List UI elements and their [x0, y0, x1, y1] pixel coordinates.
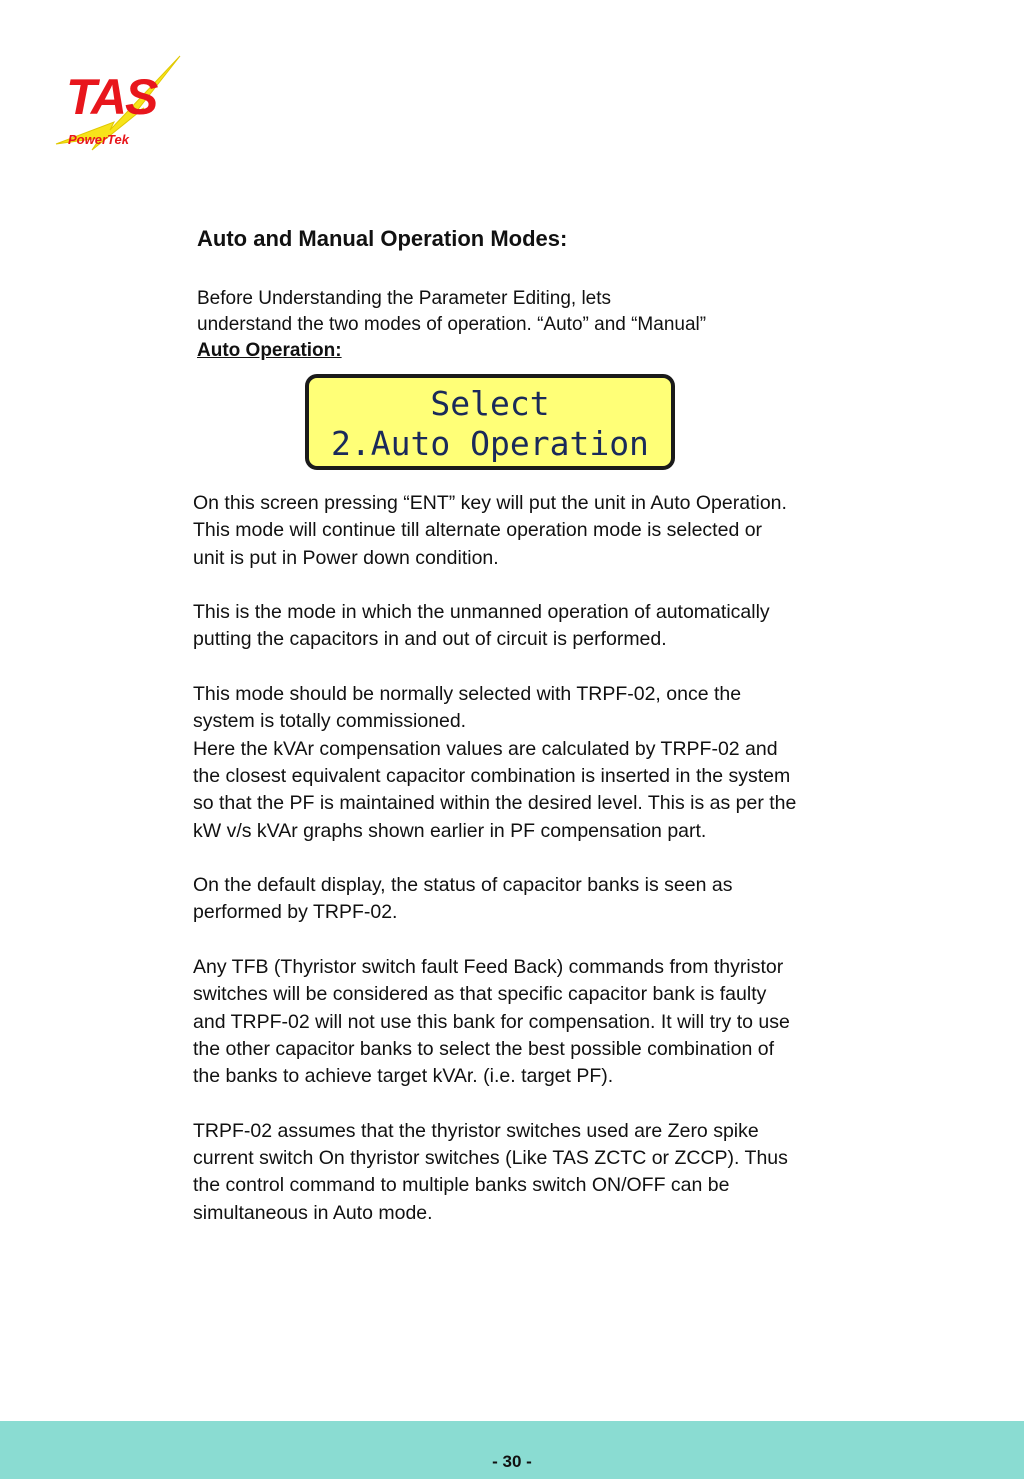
section-heading: Auto and Manual Operation Modes:: [197, 226, 568, 251]
text-line: This mode should be normally selected with TRPF-02, once the: [193, 683, 742, 706]
paragraph-normal-selection: [193, 681, 913, 845]
paragraph-ent-key: [193, 490, 913, 572]
text-line: so that the PF is maintained within the desired level. This is as per the: [193, 792, 797, 815]
lcd-display: [305, 374, 675, 470]
svg-text:TAS: TAS: [66, 69, 157, 125]
text-line: the closest equivalent capacitor combination is inserted in the system: [193, 764, 791, 787]
paragraph-default-display: [193, 872, 913, 927]
text-line: Any TFB (Thyristor switch fault Feed Back) commands from thyristor: [193, 956, 784, 979]
intro-text: [197, 286, 897, 338]
page-number: - 30 -: [492, 1452, 532, 1471]
text-line: This is the mode in which the unmanned operation of automatically: [193, 601, 770, 624]
text-line: performed by TRPF-02.: [193, 901, 398, 924]
text-line: Here the kVAr compensation values are calculated by TRPF-02 and: [193, 737, 778, 760]
body-text: [193, 490, 913, 1227]
text-line: system is totally commissioned.: [193, 710, 467, 733]
text-line: the other capacitor banks to select the best possible combination of: [193, 1037, 775, 1060]
company-logo: [52, 52, 192, 152]
tas-powertek-logo-graphic: [52, 52, 192, 152]
text-line: current switch On thyristor switches (Like TAS ZCTC or ZCCP). Thus: [193, 1147, 788, 1170]
paragraph-unmanned-mode: [193, 599, 913, 654]
text-line: TRPF-02 assumes that the thyristor switches used are Zero spike: [193, 1119, 759, 1142]
svg-text:PowerTek: PowerTek: [68, 132, 129, 147]
text-line: putting the capacitors in and out of circuit is performed.: [193, 628, 667, 651]
text-line: the banks to achieve target kVAr. (i.e. target PF).: [193, 1065, 614, 1088]
intro-line: understand the two modes of operation. “Auto” and “Manual”: [197, 314, 707, 335]
intro-line: Before Understanding the Parameter Editing, lets: [197, 288, 612, 309]
text-line: unit is put in Power down condition.: [193, 546, 499, 569]
paragraph-tfb-commands: [193, 954, 913, 1090]
lcd-line-2: 2.Auto Operation: [331, 424, 649, 463]
text-line: simultaneous in Auto mode.: [193, 1201, 433, 1224]
text-line: kW v/s kVAr graphs shown earlier in PF compensation part.: [193, 819, 707, 842]
lcd-line-1: Select: [430, 384, 550, 423]
text-line: This mode will continue till alternate operation mode is selected or: [193, 519, 763, 542]
text-line: and TRPF-02 will not use this bank for compensation. It will try to use: [193, 1010, 790, 1033]
text-line: switches will be considered as that specific capacitor bank is faulty: [193, 983, 767, 1006]
text-line: On the default display, the status of capacitor banks is seen as: [193, 874, 733, 897]
auto-operation-subheading: Auto Operation:: [197, 340, 342, 361]
text-line: On this screen pressing “ENT” key will put the unit in Auto Operation.: [193, 492, 787, 514]
text-line: the control command to multiple banks switch ON/OFF can be: [193, 1174, 730, 1197]
paragraph-zero-spike: [193, 1118, 913, 1227]
